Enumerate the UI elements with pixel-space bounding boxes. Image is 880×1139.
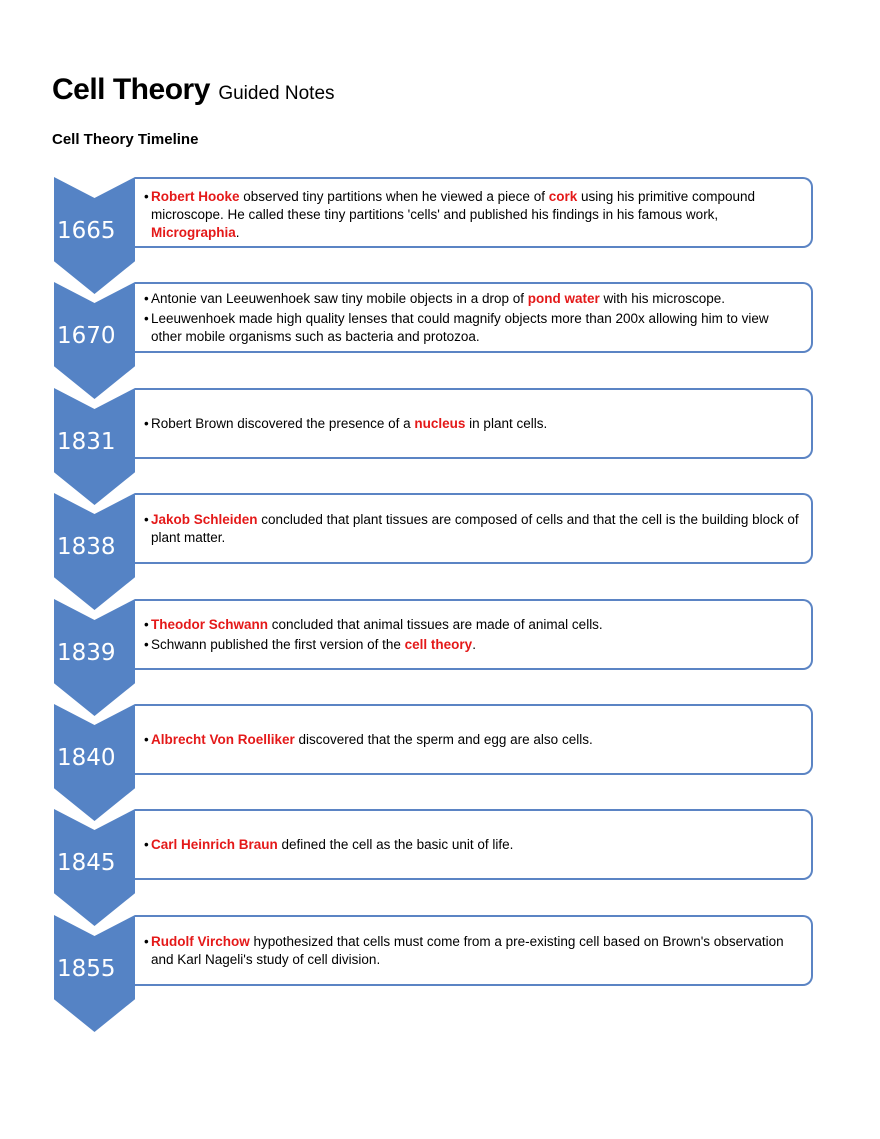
timeline-year: 1838 — [57, 534, 116, 560]
timeline-entry — [0, 915, 880, 1033]
bullet-item — [144, 511, 801, 547]
highlight-term: Carl Heinrich Braun — [151, 836, 278, 852]
body-text: with his microscope. — [599, 290, 726, 306]
timeline-card — [135, 704, 813, 775]
timeline-entry — [0, 599, 880, 717]
timeline-entry — [0, 282, 880, 400]
bullet-item — [144, 415, 801, 433]
timeline-card — [135, 388, 813, 459]
bullet-icon: • — [144, 731, 149, 747]
subtitle: Guided Notes — [218, 83, 335, 104]
bullet-icon: • — [144, 290, 149, 306]
timeline-entry — [0, 809, 880, 927]
timeline-entry — [0, 493, 880, 611]
timeline-year: 1665 — [57, 218, 116, 244]
highlight-term: pond water — [527, 290, 600, 306]
highlight-term: Rudolf Virchow — [151, 933, 250, 949]
body-text: Antonie van Leeuwenhoek saw tiny mobile objects in a drop of — [151, 290, 528, 306]
body-text: Schwann published the first version of the — [151, 636, 405, 652]
timeline-year: 1839 — [57, 640, 116, 666]
main-title: Cell Theory — [52, 73, 210, 106]
timeline-entry — [0, 177, 880, 295]
timeline-year: 1670 — [57, 323, 116, 349]
bullet-icon: • — [144, 836, 149, 852]
timeline-card — [135, 282, 813, 353]
timeline-card — [135, 915, 813, 986]
bullet-item — [144, 731, 801, 749]
body-text: concluded that animal tissues are made of animal cells. — [268, 616, 603, 632]
timeline-card — [135, 493, 813, 564]
body-text: using his primitive compound microscope. He called these tiny partitions 'cells' and published his findings in his famous work, — [151, 189, 756, 222]
timeline-card — [135, 177, 813, 248]
body-text: . — [235, 225, 240, 240]
bullet-item — [144, 188, 801, 242]
highlight-term: Robert Hooke — [151, 189, 240, 204]
highlight-term: Albrecht Von Roelliker — [151, 731, 295, 747]
body-text: Leeuwenhoek made high quality lenses that could magnify objects more than 200x allowing him to view other mobile organisms such as bacteria and protozoa. — [151, 310, 769, 344]
bullet-item — [144, 836, 801, 854]
body-text: in plant cells. — [465, 415, 548, 431]
timeline-card — [135, 599, 813, 670]
bullet-icon: • — [144, 415, 149, 431]
body-text: . — [472, 636, 476, 652]
bullet-item — [144, 636, 801, 654]
bullet-item — [144, 933, 801, 969]
body-text: concluded that plant tissues are composed of cells and that the cell is the building block of plant matter. — [151, 511, 799, 545]
timeline-entry — [0, 704, 880, 822]
bullet-icon: • — [144, 310, 149, 326]
body-text: hypothesized that cells must come from a pre-existing cell based on Brown's observation and Karl Nageli's study of cell division. — [151, 933, 784, 967]
highlight-term: cork — [548, 189, 578, 204]
bullet-icon: • — [144, 933, 149, 949]
body-text: observed tiny partitions when he viewed a piece of — [239, 189, 549, 204]
timeline-card — [135, 809, 813, 880]
bullet-item — [144, 310, 801, 346]
highlight-term: cell theory — [404, 636, 473, 652]
section-title: Cell Theory Timeline — [52, 131, 199, 148]
timeline-year: 1855 — [57, 956, 116, 982]
timeline-entry — [0, 388, 880, 506]
bullet-icon: • — [144, 616, 149, 632]
highlight-term: Theodor Schwann — [151, 616, 269, 632]
highlight-term: Jakob Schleiden — [151, 511, 258, 527]
timeline-year: 1845 — [57, 850, 116, 876]
highlight-term: nucleus — [414, 415, 466, 431]
body-text: Robert Brown discovered the presence of a — [151, 415, 415, 431]
bullet-icon: • — [144, 511, 149, 527]
timeline-year: 1831 — [57, 429, 116, 455]
bullet-icon: • — [144, 636, 149, 652]
body-text: defined the cell as the basic unit of life. — [277, 836, 514, 852]
body-text: discovered that the sperm and egg are also cells. — [294, 731, 593, 747]
highlight-term: Micrographia — [151, 225, 236, 240]
timeline-year: 1840 — [57, 745, 116, 771]
bullet-item — [144, 616, 801, 634]
bullet-icon: • — [144, 189, 149, 204]
bullet-item — [144, 290, 801, 308]
